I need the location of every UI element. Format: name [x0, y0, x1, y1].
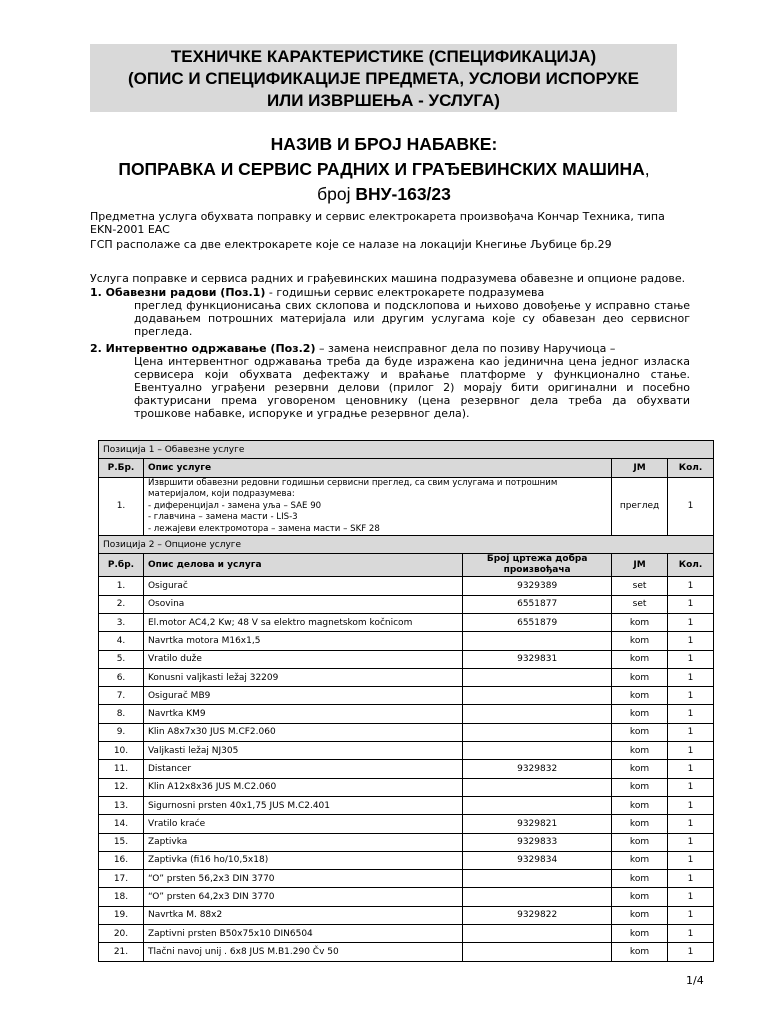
specification-table [98, 440, 714, 962]
row-drawing-number [463, 925, 612, 943]
table-row [99, 851, 714, 869]
row-desc: “O” prsten 64,2x3 DIN 3770 [143, 888, 462, 906]
row-kol: 1 [668, 925, 714, 943]
header-kol: Кол. [668, 459, 714, 477]
table-row [99, 632, 714, 650]
procurement-name-line [60, 157, 708, 182]
row-rb: 6. [99, 668, 144, 686]
row-rb: 4. [99, 632, 144, 650]
header-rb: Р.Бр. [99, 459, 144, 477]
header-drawing-line-1: Број цртежа добра [486, 554, 588, 565]
row-kol: 1 [668, 870, 714, 888]
row-kol: 1 [668, 687, 714, 705]
table-row [99, 906, 714, 924]
row-kol: 1 [668, 851, 714, 869]
desc-line: материјалом, који подразумева: [147, 489, 295, 500]
table-row [99, 778, 714, 796]
row-desc: Zaptivka (fi16 ho/10,5x18) [143, 851, 462, 869]
row-drawing-number: 6551877 [463, 595, 612, 613]
row-jm: kom [612, 833, 668, 851]
table-row [99, 833, 714, 851]
desc-line: - лежајеви електромотора – замена масти – SKF 28 [147, 523, 380, 534]
row-desc: “O” prsten 56,2x3 DIN 3770 [143, 870, 462, 888]
row-drawing-number [463, 943, 612, 961]
table-row [99, 687, 714, 705]
row-drawing-number [463, 870, 612, 888]
row-desc: Osigurač [143, 577, 462, 595]
row-drawing-number: 9329389 [463, 577, 612, 595]
procurement-label: НАЗИВ И БРОЈ НАБАВКЕ: [270, 134, 498, 154]
row-rb: 17. [99, 870, 144, 888]
row-desc: Osigurač MB9 [143, 687, 462, 705]
header-drawing-line-2: произвођача [503, 565, 571, 576]
header-desc: Опис услуге [143, 459, 611, 477]
table-row [99, 613, 714, 631]
row-rb: 9. [99, 723, 144, 741]
row-drawing-number [463, 723, 612, 741]
row-drawing-number [463, 632, 612, 650]
row-jm: kom [612, 888, 668, 906]
row-desc: Distancer [143, 760, 462, 778]
row-drawing-number: 9329832 [463, 760, 612, 778]
table-row [99, 742, 714, 760]
row-drawing-number [463, 687, 612, 705]
row-jm: kom [612, 851, 668, 869]
intervention-text: – замена неисправног дела по позиву Наручиоца – [315, 342, 616, 355]
row-jm: set [612, 577, 668, 595]
row-rb: 21. [99, 943, 144, 961]
header-jm: ЈМ [612, 459, 668, 477]
row-rb: 8. [99, 705, 144, 723]
table-row [99, 595, 714, 613]
row-rb: 2. [99, 595, 144, 613]
row-jm: kom [612, 925, 668, 943]
row-desc: Zaptivni prsten B50x75x10 DIN6504 [143, 925, 462, 943]
header-row-2 [99, 554, 714, 577]
row-jm: kom [612, 668, 668, 686]
title-line-3: ИЛИ ИЗВРШЕЊА - УСЛУГА) [267, 91, 500, 110]
intervention-section [90, 342, 690, 420]
row-jm: kom [612, 870, 668, 888]
row-desc: Navrtka KM9 [143, 705, 462, 723]
row-kol: 1 [668, 906, 714, 924]
row-jm: kom [612, 613, 668, 631]
row-rb: 20. [99, 925, 144, 943]
table-row [99, 723, 714, 741]
intervention-title: 2. Интервентно одржавање (Поз.2) [90, 342, 316, 355]
row-kol: 1 [668, 577, 714, 595]
row-kol: 1 [668, 778, 714, 796]
table-row [99, 668, 714, 686]
row-jm: kom [612, 943, 668, 961]
header-desc: Опис делова и услуга [143, 554, 462, 577]
row-rb: 12. [99, 778, 144, 796]
row-kol: 1 [668, 742, 714, 760]
header-jm: ЈМ [612, 554, 668, 577]
row-jm: kom [612, 687, 668, 705]
table-row [99, 760, 714, 778]
row-drawing-number: 9329833 [463, 833, 612, 851]
row-rb: 19. [99, 906, 144, 924]
table-row [99, 943, 714, 961]
table-row [99, 477, 714, 536]
intervention-detail: Цена интервентног одржавања треба да буде изражена као јединична цена једног изласка сервисера који обухвата дефектажу и враћање платформе у функционално стање. Евентуално уграђени резервни делови (прилог 2) морају бити оригинални и посебно фактурисани према уговореном ценовнику (цена резервног дела треба да обухвати трошкове набавке, испоруке и уградње резервног дела). [134, 355, 690, 420]
row-desc: Sigurnosni prsten 40x1,75 JUS M.C2.401 [143, 796, 462, 814]
mandatory-text: - годишњи сервис електрокарете подразумева [265, 286, 545, 299]
intervention-line [90, 342, 615, 355]
row-jm: kom [612, 705, 668, 723]
row-drawing-number [463, 668, 612, 686]
procurement-number-prefix: број [317, 184, 356, 204]
title-line-1: ТЕХНИЧКЕ КАРАКТЕРИСТИКЕ (СПЕЦИФИКАЦИЈА) [170, 47, 597, 66]
row-drawing-number: 9329822 [463, 906, 612, 924]
page-number: 1/4 [686, 974, 704, 987]
table-row [99, 888, 714, 906]
row-drawing-number: 9329831 [463, 650, 612, 668]
row-jm: kom [612, 650, 668, 668]
row-desc: Osovina [143, 595, 462, 613]
row-kol: 1 [668, 705, 714, 723]
table-row [99, 650, 714, 668]
row-rb: 5. [99, 650, 144, 668]
title-line-2: (ОПИС И СПЕЦИФИКАЦИЈЕ ПРЕДМЕТА, УСЛОВИ ИСПОРУКЕ [128, 69, 639, 88]
section-2-title: Позиција 2 – Опционе услуге [99, 536, 714, 554]
table-row [99, 870, 714, 888]
row-jm: kom [612, 796, 668, 814]
row-drawing-number [463, 705, 612, 723]
row-kol: 1 [668, 833, 714, 851]
row-rb: 18. [99, 888, 144, 906]
row-desc: Klin A12x8x36 JUS M.C2.060 [143, 778, 462, 796]
row-desc: El.motor AC4,2 Kw; 48 V sa elektro magnetskom kočnicom [143, 613, 462, 631]
intro-paragraph-2: ГСП располаже са две електрокарете које се налазе на локацији Кнегиње Љубице бр.29 [90, 238, 612, 251]
procurement-number-line [60, 182, 708, 207]
header-drawing-number [463, 554, 612, 577]
row-rb: 14. [99, 815, 144, 833]
row-drawing-number [463, 742, 612, 760]
mandatory-detail: преглед функционисања свих склопова и подсклопова и њихово довођење у исправно стање додавањем потрошних материјала или другим услугама које су обавезан део сервисног прегледа. [134, 299, 690, 338]
row-jm: kom [612, 760, 668, 778]
mandatory-line [90, 286, 544, 299]
row-desc: Tlačni navoj unij . 6x8 JUS M.B1.290 Čv 50 [143, 943, 462, 961]
row-kol: 1 [668, 796, 714, 814]
row-kol: 1 [668, 888, 714, 906]
row-drawing-number: 6551879 [463, 613, 612, 631]
row-rb: 1. [99, 577, 144, 595]
row-kol: 1 [668, 632, 714, 650]
row-rb: 10. [99, 742, 144, 760]
row-jm: kom [612, 906, 668, 924]
row-rb: 7. [99, 687, 144, 705]
row-rb: 16. [99, 851, 144, 869]
row-jm: kom [612, 815, 668, 833]
table-row [99, 925, 714, 943]
row-drawing-number [463, 796, 612, 814]
row-jm: преглед [612, 477, 668, 536]
row-kol: 1 [668, 815, 714, 833]
desc-line: - главчина – замена масти - LIS-3 [147, 512, 298, 523]
row-desc [143, 477, 611, 536]
mandatory-section [90, 286, 690, 338]
row-kol: 1 [668, 723, 714, 741]
row-jm: kom [612, 723, 668, 741]
table-row [99, 577, 714, 595]
row-kol: 1 [668, 595, 714, 613]
procurement-name-suffix: , [644, 159, 650, 179]
services-intro: Услуга поправке и сервиса радних и грађевинских машина подразумева обавезне и опционе радове. [90, 272, 686, 285]
table-row [99, 705, 714, 723]
row-desc: Konusni valjkasti ležaj 32209 [143, 668, 462, 686]
row-rb: 3. [99, 613, 144, 631]
row-kol: 1 [668, 477, 714, 536]
table-row [99, 815, 714, 833]
section-1-title: Позиција 1 – Обавезне услуге [99, 441, 714, 459]
row-kol: 1 [668, 943, 714, 961]
section-2-row [99, 536, 714, 554]
row-kol: 1 [668, 760, 714, 778]
row-jm: kom [612, 632, 668, 650]
procurement-name: ПОПРАВКА И СЕРВИС РАДНИХ И ГРАЂЕВИНСКИХ МАШИНА [118, 159, 645, 179]
row-desc: Vratilo kraće [143, 815, 462, 833]
row-desc: Valjkasti ležaj NJ305 [143, 742, 462, 760]
table-row [99, 796, 714, 814]
header-row-1 [99, 459, 714, 477]
row-jm: kom [612, 742, 668, 760]
row-rb: 13. [99, 796, 144, 814]
row-rb: 11. [99, 760, 144, 778]
row-desc: Zaptivka [143, 833, 462, 851]
row-kol: 1 [668, 613, 714, 631]
desc-line: - диференцијал - замена уља – SAE 90 [147, 500, 322, 511]
document-title [90, 44, 677, 112]
row-kol: 1 [668, 668, 714, 686]
desc-line: Извршити обавезни редовни годишњи сервисни преглед, са свим услугама и потрошним [147, 477, 558, 488]
row-drawing-number: 9329821 [463, 815, 612, 833]
row-drawing-number: 9329834 [463, 851, 612, 869]
intro-paragraph-1: Предметна услуга обухвата поправку и сервис електрокарета произвођача Кончар Техника, типа EKN-2001 EAC [90, 210, 665, 236]
row-desc: Vratilo duže [143, 650, 462, 668]
row-desc: Navrtka motora M16x1,5 [143, 632, 462, 650]
row-rb: 15. [99, 833, 144, 851]
section-1-row [99, 441, 714, 459]
mandatory-title: 1. Обавезни радови (Поз.1) [90, 286, 266, 299]
header-rb: Р.бр. [99, 554, 144, 577]
row-desc: Navrtka M. 88x2 [143, 906, 462, 924]
procurement-number: ВНУ-163/23 [355, 184, 451, 204]
header-kol: Кол. [668, 554, 714, 577]
row-desc: Klin A8x7x30 JUS M.CF2.060 [143, 723, 462, 741]
row-drawing-number [463, 778, 612, 796]
row-kol: 1 [668, 650, 714, 668]
row-drawing-number [463, 888, 612, 906]
row-jm: set [612, 595, 668, 613]
row-rb: 1. [99, 477, 144, 536]
row-jm: kom [612, 778, 668, 796]
procurement-heading [60, 132, 708, 207]
